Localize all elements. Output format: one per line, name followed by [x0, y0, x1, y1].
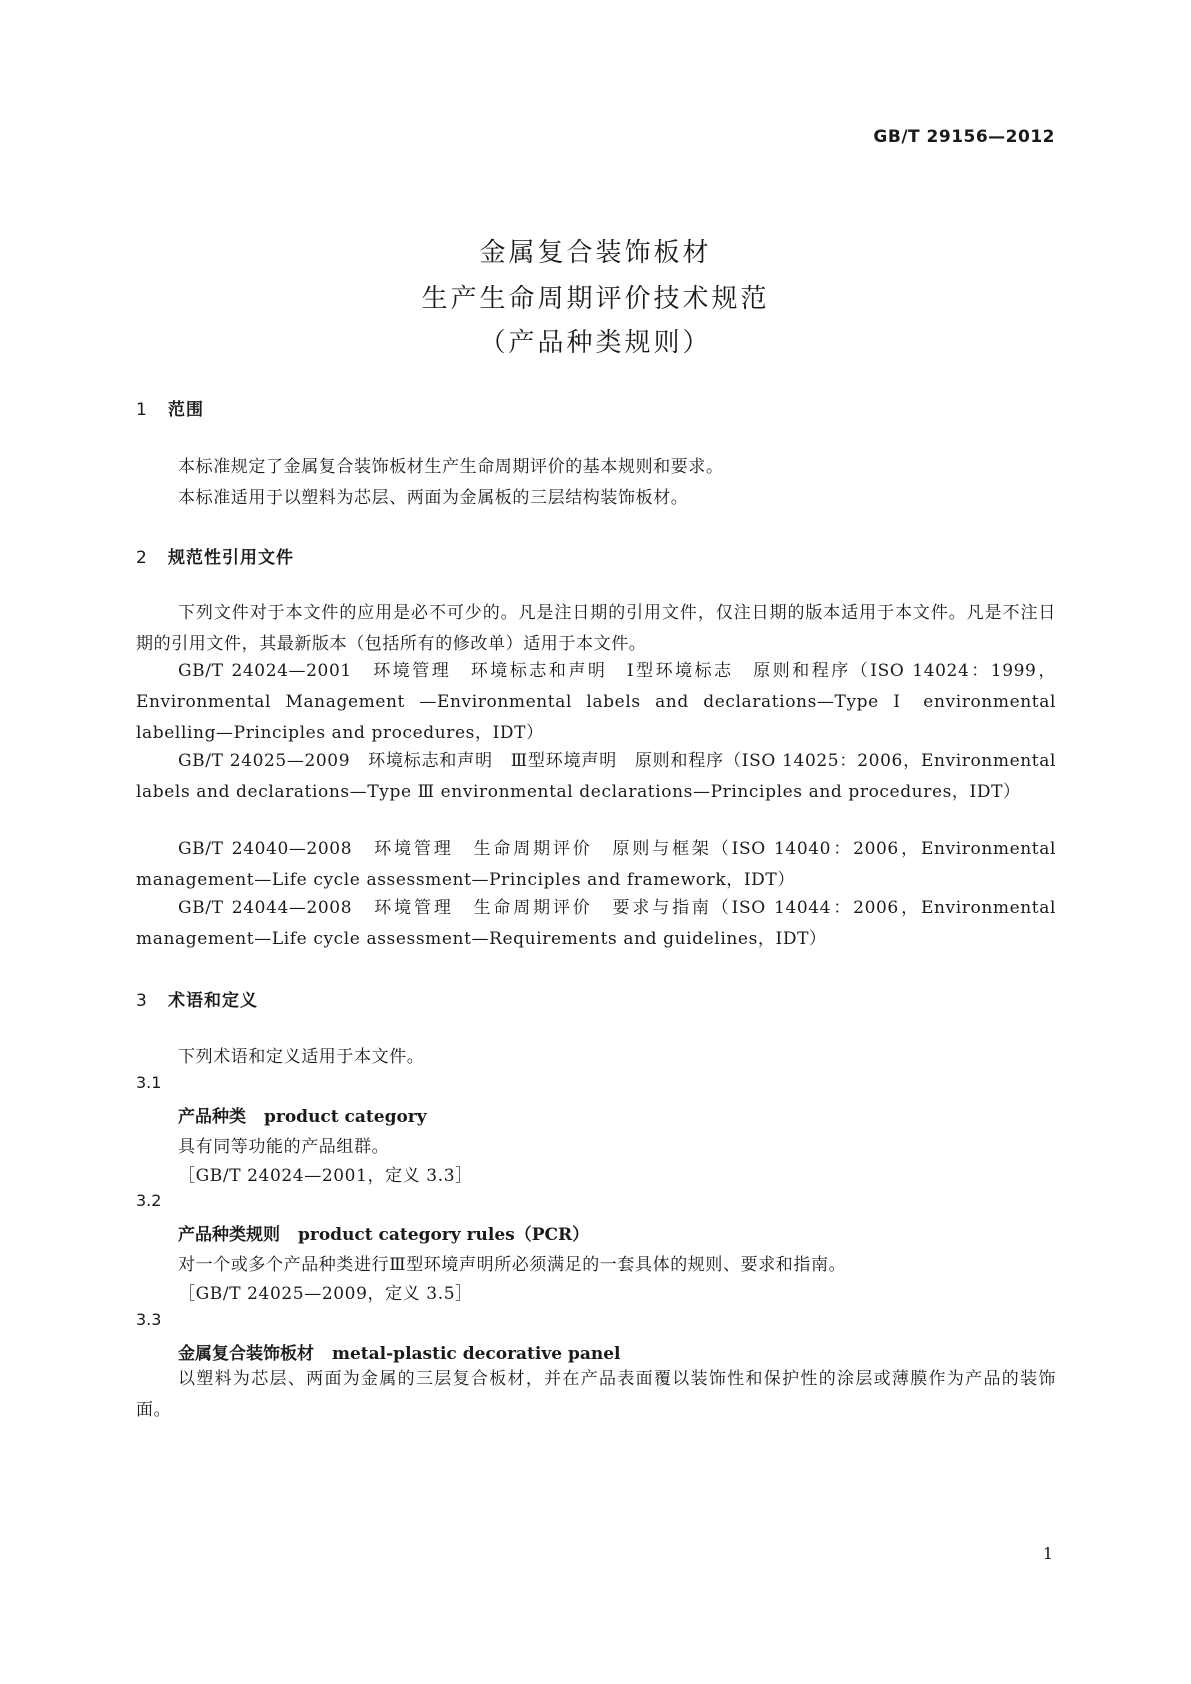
term-definition: 具有同等功能的产品组群。 [178, 1137, 390, 1157]
title-line-2: 生产生命周期评价技术规范 [421, 284, 770, 314]
term-number: 3.2 [136, 1191, 162, 1210]
reference-item: GB/T 24025—2009 环境标志和声明 Ⅲ型环境声明 原则和程序（ISO 14025：2006，Environmental labels and declarations—Type Ⅲ environmental declarations—Principles and procedures，IDT） [136, 751, 1056, 802]
section-1-paragraph-1: 本标准规定了金属复合装饰板材生产生命周期评价的基本规则和要求。 [178, 457, 724, 477]
section-3-intro: 下列术语和定义适用于本文件。 [178, 1047, 425, 1067]
section-3-title: 术语和定义 [168, 991, 258, 1011]
term-source: ［GB/T 24025—2009，定义 3.5］ [178, 1284, 473, 1304]
term-number: 3.1 [136, 1073, 162, 1092]
reference-item: GB/T 24040—2008 环境管理 生命周期评价 原则与框架（ISO 14040：2006，Environmental management—Life cycle assessment—Principles and framework，IDT） [136, 839, 1056, 890]
section-2-title: 规范性引用文件 [168, 548, 294, 568]
term-chinese: 产品种类 [178, 1107, 246, 1127]
section-2-intro: 下列文件对于本文件的应用是必不可少的。凡是注日期的引用文件，仅注日期的版本适用于本文件。凡是不注日期的引用文件，其最新版本（包括所有的修改单）适用于本文件。 [136, 603, 1056, 654]
term-chinese: 金属复合装饰板材 [178, 1344, 314, 1364]
reference-item: GB/T 24044—2008 环境管理 生命周期评价 要求与指南（ISO 14044：2006，Environmental management—Life cycle assessment—Requirements and guidelines，IDT） [136, 898, 1056, 949]
term-number: 3.3 [136, 1310, 162, 1329]
section-1-heading [136, 395, 204, 420]
term-english: product category rules（PCR） [298, 1225, 590, 1245]
section-1-paragraph-2: 本标准适用于以塑料为芯层、两面为金属板的三层结构装饰板材。 [178, 488, 689, 508]
term-english: metal-plastic decorative panel [332, 1344, 621, 1364]
term-title [178, 1220, 589, 1245]
reference-item: GB/T 24024—2001 环境管理 环境标志和声明 Ⅰ型环境标志 原则和程序（ISO 14024：1999，Environmental Management —Environmental labels and declarations—Type Ⅰ environmental labelling—Principles and procedures，IDT） [136, 661, 1056, 743]
section-3-number: 3 [136, 991, 148, 1011]
term-english: product category [264, 1107, 427, 1127]
term-title [178, 1339, 621, 1364]
section-2-number: 2 [136, 548, 148, 568]
term-definition: 以塑料为芯层、两面为金属的三层复合板材，并在产品表面覆以装饰性和保护性的涂层或薄膜作为产品的装饰面。 [136, 1369, 1056, 1420]
term-title [178, 1102, 427, 1127]
term-chinese: 产品种类规则 [178, 1225, 280, 1245]
section-1-number: 1 [136, 400, 148, 420]
section-2-heading [136, 543, 294, 568]
standard-code: GB/T 29156—2012 [873, 127, 1055, 147]
page-number: 1 [1042, 1544, 1053, 1563]
title-line-1: 金属复合装饰板材 [479, 238, 712, 268]
section-3-heading [136, 986, 258, 1011]
section-1-title: 范围 [168, 400, 204, 420]
term-source: ［GB/T 24024—2001，定义 3.3］ [178, 1166, 473, 1186]
term-definition: 对一个或多个产品种类进行Ⅲ型环境声明所必须满足的一套具体的规则、要求和指南。 [178, 1255, 847, 1275]
title-line-3: （产品种类规则） [479, 328, 712, 358]
